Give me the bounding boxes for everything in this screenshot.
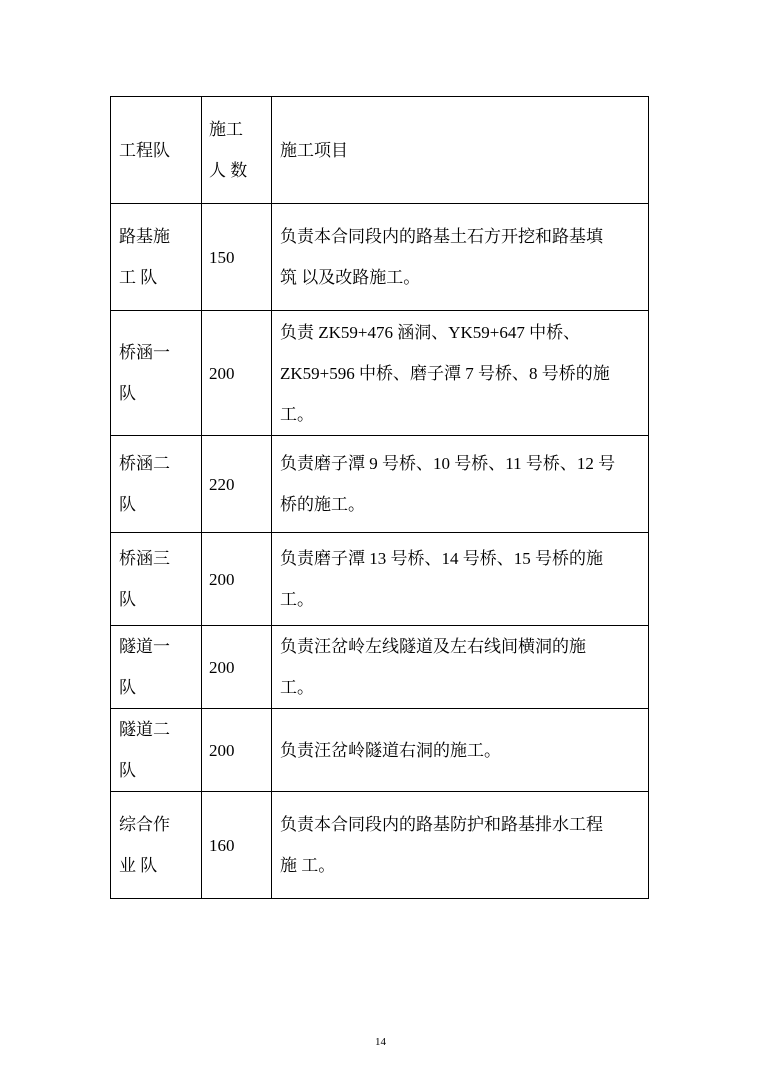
cell-text-line: 隧道二 — [119, 720, 170, 739]
table-row — [111, 533, 649, 626]
cell-text-line: 桥涵二 — [119, 454, 170, 473]
cell-text-line: 负责磨子潭 13 号桥、14 号桥、15 号桥的施 — [280, 549, 603, 568]
cell-text-line: 业 队 — [119, 856, 158, 875]
cell-text-line: 路基施 — [119, 227, 170, 246]
cell-text-line: 负责 ZK59+476 涵洞、YK59+647 中桥、 — [280, 322, 581, 342]
cell-text-line: 160 — [209, 835, 235, 855]
cell-team — [111, 533, 202, 626]
cell-text-line: 工程队 — [119, 140, 170, 160]
cell-text-line: 220 — [209, 474, 235, 494]
cell-text-line: 桥涵三 — [119, 549, 170, 568]
header-cell-project — [272, 97, 649, 204]
cell-workers — [202, 204, 272, 311]
cell-team — [111, 626, 202, 709]
cell-text-line: 工。 — [280, 590, 314, 609]
cell-text-line: 工。 — [280, 404, 314, 424]
cell-text-line: 人 数 — [209, 161, 248, 180]
cell-text-line: 队 — [119, 678, 136, 697]
table-row — [111, 792, 649, 899]
table-row — [111, 626, 649, 709]
table-row — [111, 204, 649, 311]
cell-text-line: 负责本合同段内的路基土石方开挖和路基填 — [280, 227, 603, 246]
page-number: 14 — [375, 1036, 386, 1048]
cell-text-line: 负责汪岔岭左线隧道及左右线间横洞的施 — [280, 637, 586, 656]
cell-text-line: 200 — [209, 657, 235, 677]
cell-text-line: 队 — [119, 495, 136, 514]
header-cell-team — [111, 97, 202, 204]
cell-text-line: 负责本合同段内的路基防护和路基排水工程 — [280, 815, 603, 834]
cell-text-line: 施工 — [209, 120, 243, 139]
cell-text-line: 桥的施工。 — [280, 495, 365, 514]
cell-text-line: 施 工。 — [280, 856, 336, 875]
cell-text-line: 200 — [209, 740, 235, 760]
cell-project — [272, 626, 649, 709]
cell-text-line: 200 — [209, 569, 235, 589]
header-cell-workers — [202, 97, 272, 204]
cell-workers — [202, 436, 272, 533]
cell-text-line: 施工项目 — [280, 140, 348, 160]
cell-workers — [202, 533, 272, 626]
cell-text-line: 筑 以及改路施工。 — [280, 268, 421, 287]
header-row — [111, 97, 649, 204]
cell-text-line: 负责磨子潭 9 号桥、10 号桥、11 号桥、12 号 — [280, 454, 616, 473]
cell-text-line: 200 — [209, 363, 235, 383]
cell-team — [111, 436, 202, 533]
cell-text-line: 工。 — [280, 678, 314, 697]
cell-text-line: 队 — [119, 590, 136, 609]
cell-project — [272, 709, 649, 792]
cell-project — [272, 792, 649, 899]
cell-workers — [202, 709, 272, 792]
cell-workers — [202, 792, 272, 899]
cell-project — [272, 436, 649, 533]
construction-team-table — [110, 96, 649, 899]
cell-workers — [202, 311, 272, 436]
cell-text-line: 隧道一 — [119, 637, 170, 656]
table-row — [111, 436, 649, 533]
table-row — [111, 311, 649, 436]
cell-team — [111, 204, 202, 311]
cell-team — [111, 709, 202, 792]
table-row — [111, 709, 649, 792]
cell-text-line: 负责汪岔岭隧道右洞的施工。 — [280, 740, 501, 760]
cell-team — [111, 792, 202, 899]
cell-project — [272, 533, 649, 626]
cell-text-line: 队 — [119, 384, 136, 403]
cell-project — [272, 204, 649, 311]
cell-text-line: ZK59+596 中桥、磨子潭 7 号桥、8 号桥的施 — [280, 363, 610, 383]
cell-project — [272, 311, 649, 436]
cell-text-line: 工 队 — [119, 268, 158, 287]
cell-team — [111, 311, 202, 436]
cell-text-line: 综合作 — [119, 815, 170, 834]
cell-text-line: 150 — [209, 247, 235, 267]
cell-text-line: 队 — [119, 761, 136, 780]
cell-text-line: 桥涵一 — [119, 343, 170, 362]
cell-workers — [202, 626, 272, 709]
